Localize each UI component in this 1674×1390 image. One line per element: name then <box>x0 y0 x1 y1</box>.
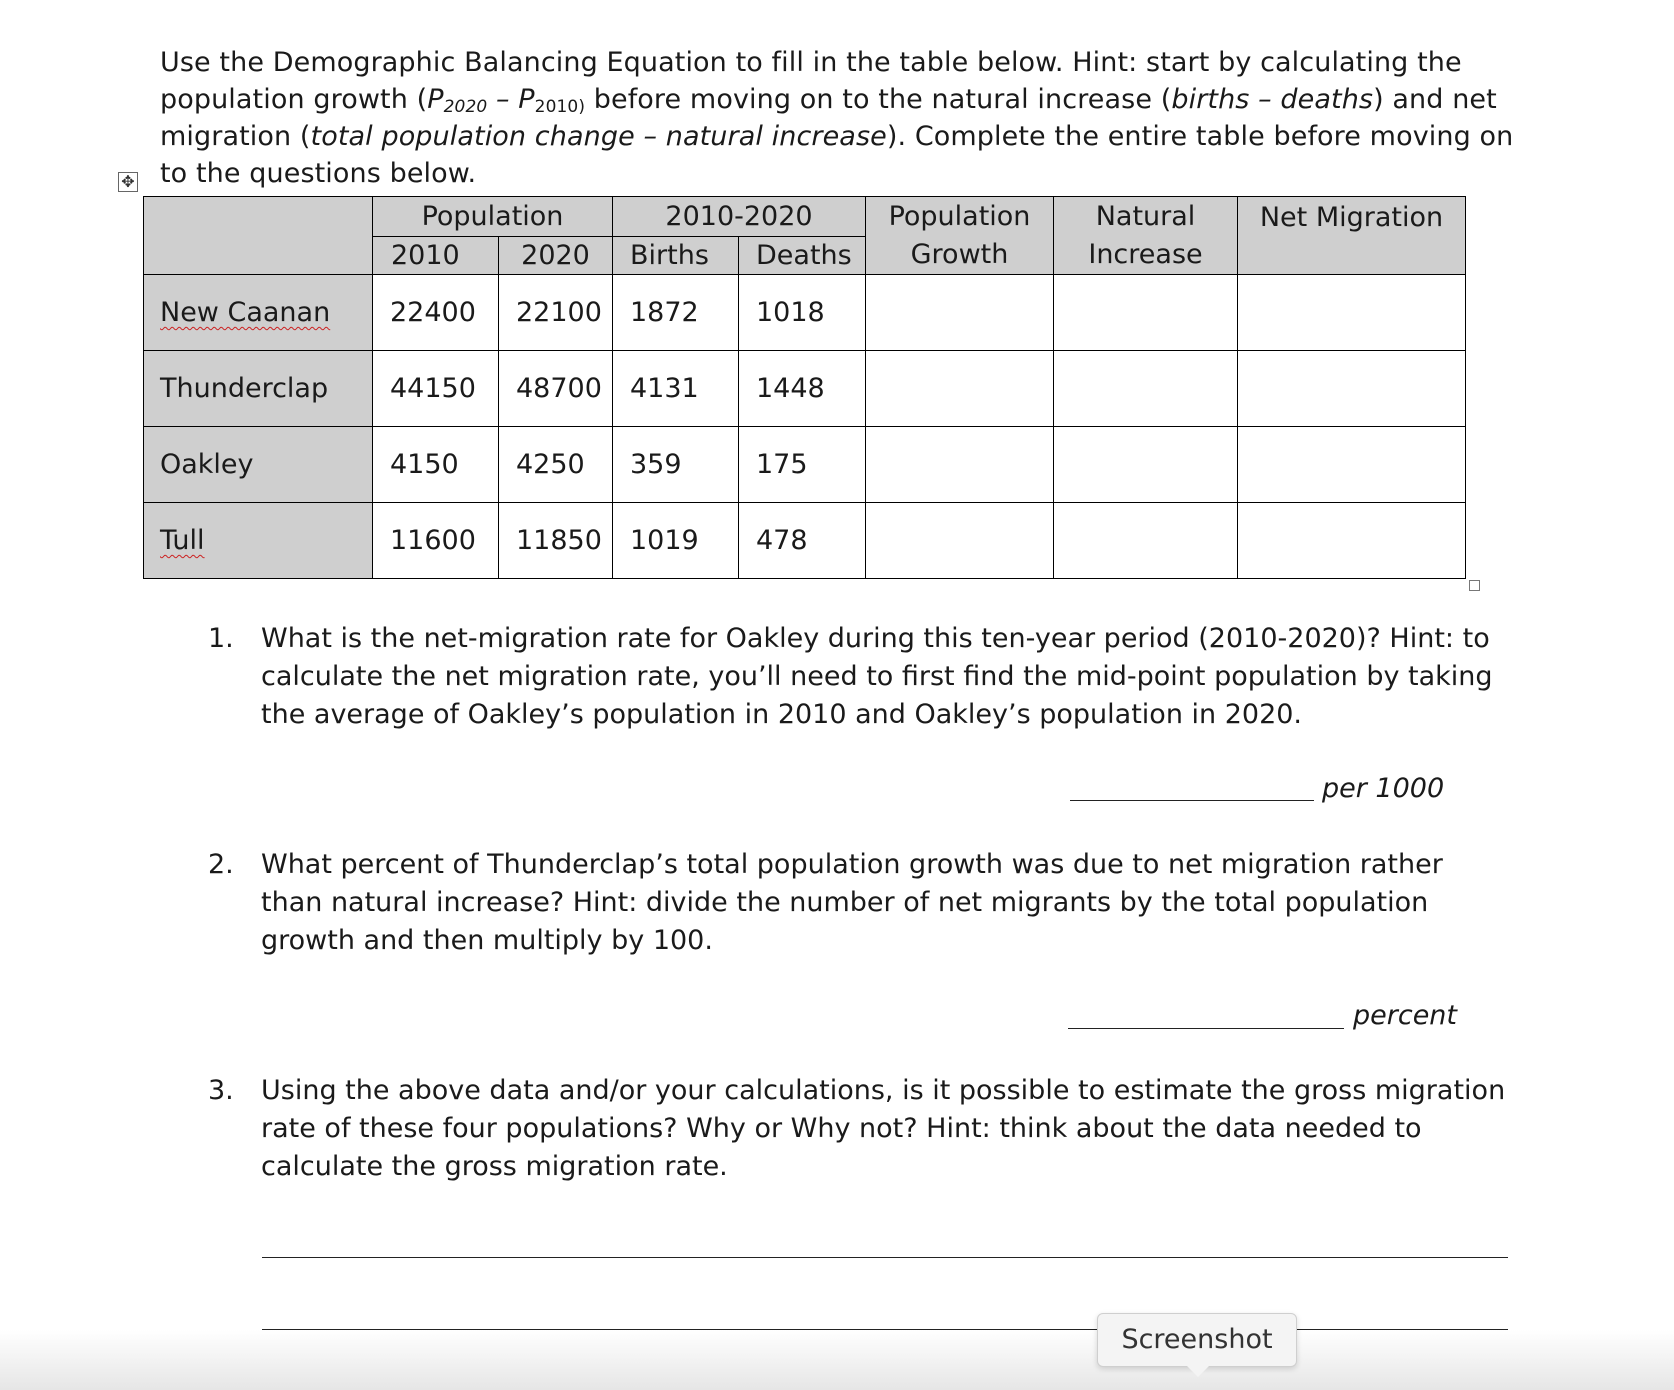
header-natural-increase <box>1054 197 1238 275</box>
question-1-answer-line[interactable] <box>1070 800 1314 801</box>
intro-births-deaths: births – deaths <box>1171 84 1374 115</box>
table-row <box>144 275 1466 351</box>
header-population-growth-line2: Growth <box>910 238 1009 270</box>
intro-minus: – <box>487 84 519 115</box>
header-year-2020: 2020 <box>499 237 613 275</box>
header-population-growth-line1: Population <box>888 200 1031 232</box>
deaths-cell: 175 <box>739 427 866 503</box>
intro-text-1: Use the Demographic Balancing Equation to fill in the table below. Hint: start by calculating the population growth ( <box>160 47 1462 115</box>
place-name: Tull <box>160 525 205 556</box>
natural-increase-input-cell[interactable] <box>1054 503 1238 579</box>
table-row <box>144 503 1466 579</box>
place-name: Thunderclap <box>160 373 329 404</box>
pop-2010-cell: 4150 <box>373 427 499 503</box>
question-2-unit: percent <box>1353 1000 1458 1031</box>
question-3 <box>208 1072 1508 1192</box>
intro-p2020-subscript: 2020 <box>443 97 488 117</box>
question-2 <box>208 846 1508 966</box>
population-growth-input-cell[interactable] <box>866 275 1054 351</box>
net-migration-input-cell[interactable] <box>1238 351 1466 427</box>
header-natural-increase-line2: Increase <box>1088 238 1203 270</box>
pop-2010-cell: 44150 <box>373 351 499 427</box>
pop-2010-cell: 22400 <box>373 275 499 351</box>
place-name: Oakley <box>160 449 254 480</box>
header-period: 2010-2020 <box>613 197 866 237</box>
question-text: Using the above data and/or your calculations, is it possible to estimate the gross migration rate of these four populations? Why or Why not? Hint: think about the data needed to calculate the gross migration rate. <box>261 1075 1506 1182</box>
pop-2020-cell: 11850 <box>499 503 613 579</box>
place-cell <box>144 427 373 503</box>
question-2-answer-line[interactable] <box>1068 1028 1344 1029</box>
net-migration-input-cell[interactable] <box>1238 503 1466 579</box>
natural-increase-input-cell[interactable] <box>1054 351 1238 427</box>
instructions-paragraph <box>160 44 1540 192</box>
intro-total-change: total population change – natural increase <box>310 121 887 152</box>
place-name: New Caanan <box>160 297 331 328</box>
births-cell: 359 <box>613 427 739 503</box>
population-growth-input-cell[interactable] <box>866 503 1054 579</box>
window-bottom-shade <box>0 1330 1674 1390</box>
question-text: What is the net-migration rate for Oakley during this ten-year period (2010-2020)? Hint: to calculate the net migration rate, you’ll need to first find the mid-point population by taking the average of Oakley’s population in 2010 and Oakley’s population in 2020. <box>261 623 1493 730</box>
question-number: 2. <box>208 849 234 880</box>
table-header-row-1 <box>144 197 1466 237</box>
question-1 <box>208 620 1508 740</box>
header-deaths: Deaths <box>739 237 866 275</box>
header-births: Births <box>613 237 739 275</box>
header-population-growth <box>866 197 1054 275</box>
intro-p2010-symbol: P <box>518 84 535 115</box>
place-cell <box>144 503 373 579</box>
place-cell <box>144 275 373 351</box>
net-migration-input-cell[interactable] <box>1238 275 1466 351</box>
pop-2020-cell: 22100 <box>499 275 613 351</box>
header-net-migration: Net Migration <box>1238 197 1466 275</box>
place-cell <box>144 351 373 427</box>
question-1-unit: per 1000 <box>1322 773 1445 804</box>
tooltip-pointer <box>1187 1366 1209 1377</box>
screenshot-tooltip: Screenshot <box>1097 1313 1297 1367</box>
header-natural-increase-line1: Natural <box>1095 200 1196 232</box>
pop-2020-cell: 48700 <box>499 351 613 427</box>
intro-p2020-symbol: P <box>427 84 444 115</box>
deaths-cell: 1448 <box>739 351 866 427</box>
question-number: 1. <box>208 623 234 654</box>
intro-text-2: before moving on to the natural increase ( <box>585 84 1172 115</box>
births-cell: 1019 <box>613 503 739 579</box>
intro-p2010-subscript: 2010) <box>534 97 586 117</box>
natural-increase-input-cell[interactable] <box>1054 427 1238 503</box>
table-row <box>144 351 1466 427</box>
demographic-table <box>143 196 1466 579</box>
header-year-2010: 2010 <box>373 237 499 275</box>
population-growth-input-cell[interactable] <box>866 351 1054 427</box>
question-number: 3. <box>208 1075 234 1106</box>
header-corner-cell <box>144 197 373 275</box>
births-cell: 1872 <box>613 275 739 351</box>
table-resize-handle[interactable] <box>1469 580 1480 591</box>
table-move-handle-icon[interactable]: ✥ <box>118 172 138 192</box>
net-migration-input-cell[interactable] <box>1238 427 1466 503</box>
question-text: What percent of Thunderclap’s total population growth was due to net migration rather than natural increase? Hint: divide the number of net migrants by the total population growth and then multiply by 100. <box>261 849 1443 956</box>
pop-2010-cell: 11600 <box>373 503 499 579</box>
population-growth-input-cell[interactable] <box>866 427 1054 503</box>
intro-text-4: ). Complete the entire table before moving on to the questions below. <box>160 121 1514 189</box>
deaths-cell: 1018 <box>739 275 866 351</box>
births-cell: 4131 <box>613 351 739 427</box>
deaths-cell: 478 <box>739 503 866 579</box>
natural-increase-input-cell[interactable] <box>1054 275 1238 351</box>
pop-2020-cell: 4250 <box>499 427 613 503</box>
question-3-answer-line-1[interactable] <box>262 1257 1508 1258</box>
header-population: Population <box>373 197 613 237</box>
intro-text-3: ) and net migration ( <box>160 84 1497 152</box>
table-row <box>144 427 1466 503</box>
